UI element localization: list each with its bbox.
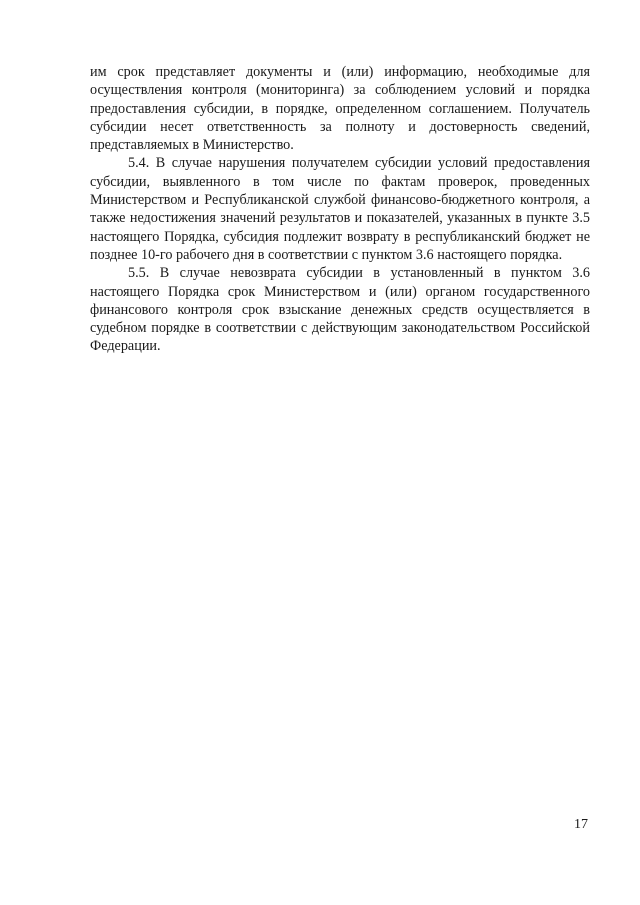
document-body — [90, 63, 590, 356]
paragraph-continuation: им срок представляет документы и (или) информацию, необходимые для осуществления контроля (мониторинга) за соблюдением условий и порядка предоставления субсидии, в порядке, определенном соглашением. Получатель субсидии несет ответственность за полноту и достоверность сведений, представляемых в Министерство. — [90, 64, 590, 154]
paragraph-clause-5-4: 5.4. В случае нарушения получателем субсидии условий предоставления субсидии, выявленного в том числе по фактам проверок, проведенных Министерством и Республиканской службой финансово-бюджетного контроля, а также недостижения значений результатов и показателей, указанных в пункте 3.5 настоящего Порядка, субсидия подлежит возврату в республиканский бюджет не позднее 10-го рабочего дня в соответствии с пунктом 3.6 настоящего порядка. — [90, 155, 590, 263]
paragraph-clause-5-5: 5.5. В случае невозврата субсидии в установленный в пунктом 3.6 настоящего Порядка срок Министерством и (или) органом государственного финансового контроля срок взыскание денежных средств осуществляется в судебном порядке в соответствии с действующим законодательством Российской Федерации. — [90, 265, 590, 355]
page-number: 17 — [574, 817, 588, 832]
